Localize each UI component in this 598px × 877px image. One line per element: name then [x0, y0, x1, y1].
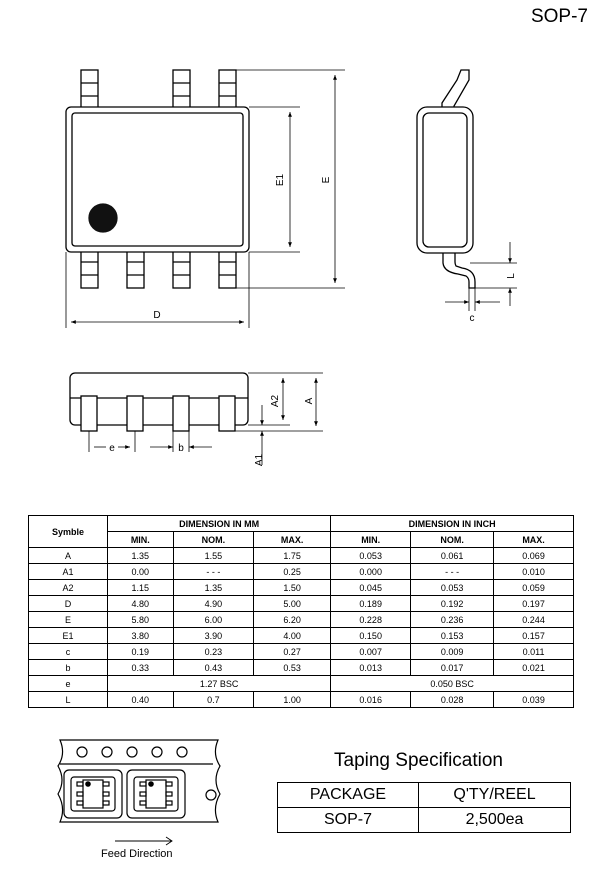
cell: 0.00	[108, 564, 174, 580]
top-pins	[81, 70, 236, 109]
table-row	[29, 660, 574, 676]
table-row	[29, 612, 574, 628]
cell: 4.80	[108, 596, 174, 612]
cell: 0.244	[494, 612, 574, 628]
taping-title: Taping Specification	[334, 750, 503, 771]
cell: 0.016	[331, 692, 411, 708]
table-row	[29, 564, 574, 580]
table-row	[29, 580, 574, 596]
row-symbol: A	[29, 548, 108, 564]
cell: 4.90	[173, 596, 253, 612]
row-symbol: A2	[29, 580, 108, 596]
cell: 0.050 BSC	[331, 676, 574, 692]
sub-header: NOM.	[173, 532, 253, 548]
sub-header: MAX.	[494, 532, 574, 548]
pin1-dot	[89, 204, 117, 232]
label-L: L	[506, 273, 517, 279]
cell: - - -	[411, 564, 494, 580]
cell: 1.50	[254, 580, 331, 596]
qty-value: 2,500ea	[419, 808, 571, 833]
package-header: PACKAGE	[278, 783, 419, 808]
cell: 0.150	[331, 628, 411, 644]
dimension-table	[28, 515, 574, 708]
row-symbol: A1	[29, 564, 108, 580]
dim-c	[445, 288, 500, 311]
cell: - - -	[173, 564, 253, 580]
cell: 0.7	[173, 692, 253, 708]
mm-header: DIMENSION IN MM	[108, 516, 331, 532]
bottom-pins	[81, 249, 236, 288]
cell: 1.00	[254, 692, 331, 708]
cell: 0.19	[108, 644, 174, 660]
row-symbol: E1	[29, 628, 108, 644]
table-row	[29, 676, 574, 692]
cell: 0.010	[494, 564, 574, 580]
cell: 0.007	[331, 644, 411, 660]
cell: 0.053	[331, 548, 411, 564]
label-D: D	[153, 310, 161, 321]
cell: 6.20	[254, 612, 331, 628]
cell: 0.43	[173, 660, 253, 676]
cell: 0.013	[331, 660, 411, 676]
feed-direction-label: Feed Direction	[101, 848, 173, 860]
dim-A2	[248, 378, 290, 425]
cell: 0.153	[411, 628, 494, 644]
cell: 0.236	[411, 612, 494, 628]
cell: 1.35	[173, 580, 253, 596]
sub-header: MIN.	[331, 532, 411, 548]
label-e: e	[109, 443, 115, 454]
label-A: A	[304, 397, 315, 405]
cell: 0.23	[173, 644, 253, 660]
cell: 1.75	[254, 548, 331, 564]
cell: 0.017	[411, 660, 494, 676]
cell: 0.53	[254, 660, 331, 676]
row-symbol: b	[29, 660, 108, 676]
qty-table	[277, 782, 571, 833]
sub-header: MIN.	[108, 532, 174, 548]
row-symbol: c	[29, 644, 108, 660]
side-view	[417, 70, 475, 288]
cell: 0.197	[494, 596, 574, 612]
label-b: b	[178, 443, 184, 454]
cell: 0.045	[331, 580, 411, 596]
table-row	[29, 644, 574, 660]
cell: 0.189	[331, 596, 411, 612]
cell: 0.228	[331, 612, 411, 628]
cell: 1.55	[173, 548, 253, 564]
cell: 0.069	[494, 548, 574, 564]
cell: 0.157	[494, 628, 574, 644]
label-A1: A1	[254, 453, 265, 467]
cell: 0.028	[411, 692, 494, 708]
row-symbol: E	[29, 612, 108, 628]
symbol-header: Symble	[29, 516, 108, 548]
cell: 3.80	[108, 628, 174, 644]
row-symbol: L	[29, 692, 108, 708]
cell: 0.192	[411, 596, 494, 612]
cell: 1.35	[108, 548, 174, 564]
cell: 0.039	[494, 692, 574, 708]
table-row	[29, 628, 574, 644]
cell: 1.27 BSC	[108, 676, 331, 692]
top-view	[66, 70, 249, 288]
row-symbol: e	[29, 676, 108, 692]
row-symbol: D	[29, 596, 108, 612]
cell: 0.021	[494, 660, 574, 676]
cell: 0.25	[254, 564, 331, 580]
cell: 3.90	[173, 628, 253, 644]
cell: 0.40	[108, 692, 174, 708]
front-view	[70, 373, 248, 431]
table-row	[29, 692, 574, 708]
tape-illustration	[58, 740, 220, 845]
table-row	[29, 548, 574, 564]
cell: 0.061	[411, 548, 494, 564]
inch-header: DIMENSION IN INCH	[331, 516, 574, 532]
label-A2: A2	[270, 394, 281, 408]
cell: 0.33	[108, 660, 174, 676]
package-title: SOP-7	[530, 6, 588, 27]
package-value: SOP-7	[278, 808, 419, 833]
cell: 5.80	[108, 612, 174, 628]
cell: 0.059	[494, 580, 574, 596]
cell: 0.053	[411, 580, 494, 596]
table-row	[29, 596, 574, 612]
label-E1: E1	[275, 173, 286, 187]
sub-header: MAX.	[254, 532, 331, 548]
cell: 0.009	[411, 644, 494, 660]
label-E: E	[321, 176, 332, 184]
cell: 5.00	[254, 596, 331, 612]
label-c: c	[469, 313, 475, 324]
cell: 0.27	[254, 644, 331, 660]
qty-header: Q'TY/REEL	[419, 783, 571, 808]
cell: 1.15	[108, 580, 174, 596]
cell: 0.000	[331, 564, 411, 580]
cell: 6.00	[173, 612, 253, 628]
sub-header: NOM.	[411, 532, 494, 548]
cell: 4.00	[254, 628, 331, 644]
cell: 0.011	[494, 644, 574, 660]
